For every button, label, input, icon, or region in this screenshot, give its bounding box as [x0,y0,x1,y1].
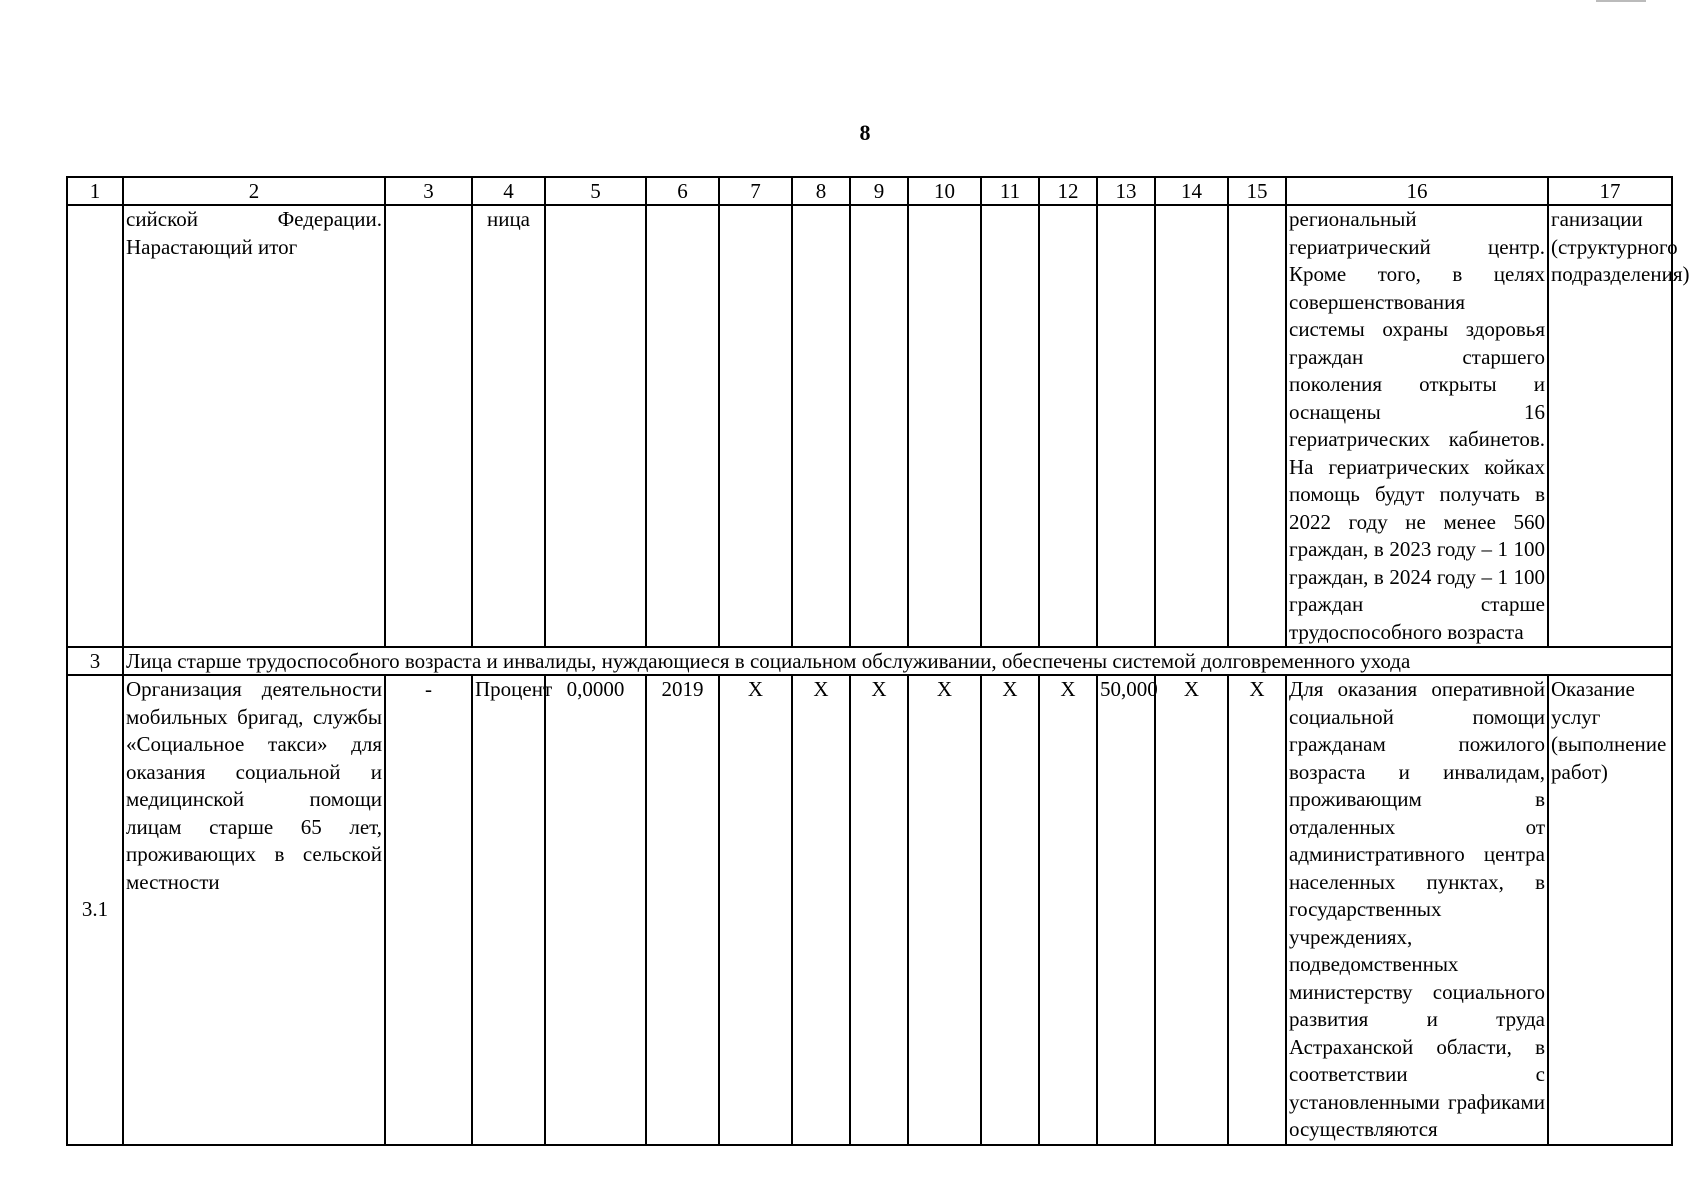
cell-c6: 2019 [646,675,719,1145]
table-row-continued [67,205,1672,647]
column-number-row [67,177,1672,205]
col-header-9: 9 [850,177,908,205]
cell-c5 [545,205,646,647]
col-header-13: 13 [1097,177,1155,205]
cell-c2: Организация деятельности мобильных бригад, службы «Социальное такси» для оказания социальной и медицинской помощи лицам старше 65 лет, проживающих в сельской местности [123,675,385,1145]
cell-c9 [850,205,908,647]
col-header-11: 11 [981,177,1039,205]
cell-c5: 0,0000 [545,675,646,1145]
col-header-14: 14 [1155,177,1228,205]
col-header-7: 7 [719,177,792,205]
col-header-16: 16 [1286,177,1548,205]
cell-c1 [67,205,123,647]
col-header-15: 15 [1228,177,1286,205]
table-row-3-1 [67,675,1672,1145]
cell-c4: ница [472,205,545,647]
cell-c10 [908,205,981,647]
cell-c3: - [385,675,472,1145]
cell-c7 [719,205,792,647]
col-header-10: 10 [908,177,981,205]
col-header-1: 1 [67,177,123,205]
cell-c12 [1039,205,1097,647]
cell-c4: Процент [472,675,545,1145]
cell-c15 [1228,205,1286,647]
col-header-5: 5 [545,177,646,205]
cell-c6 [646,205,719,647]
cell-c10: X [908,675,981,1145]
data-table [66,176,1690,1146]
cell-c16: региональный гериатрический центр. Кроме того, в целях совершенствования системы охраны здоровья граждан старшего поколения открыты и оснащены 16 гериатрических кабинетов. На гериатрических койках помощь будут получать в 2022 году не менее 560 граждан, в 2023 году – 1 100 граждан, в 2024 году – 1 100 граждан старше трудоспособного возраста [1286,205,1548,647]
cell-c8: X [792,675,850,1145]
cell-c11 [981,205,1039,647]
cell-c9: X [850,675,908,1145]
section-title: Лица старше трудоспособного возраста и инвалиды, нуждающиеся в социальном обслуживании, обеспечены системой долговременного ухода [123,647,1672,675]
cell-c13: 50,000 [1097,675,1155,1145]
cell-c12: X [1039,675,1097,1145]
page-number: 8 [859,120,871,145]
row-number: 3.1 [67,675,123,1145]
col-header-17: 17 [1548,177,1672,205]
cell-c7: X [719,675,792,1145]
scan-mark [1596,0,1646,2]
cell-c14 [1155,205,1228,647]
col-header-4: 4 [472,177,545,205]
cell-c14: X [1155,675,1228,1145]
cell-c17: ганизации (структурного подразделения) [1548,205,1672,647]
col-header-3: 3 [385,177,472,205]
cell-c2: сийской Федерации. Нарастающий итог [123,205,385,647]
cell-c8 [792,205,850,647]
col-header-6: 6 [646,177,719,205]
cell-c13 [1097,205,1155,647]
cell-c15: X [1228,675,1286,1145]
section-number: 3 [67,647,123,675]
col-header-2: 2 [123,177,385,205]
col-header-8: 8 [792,177,850,205]
cell-c3 [385,205,472,647]
cell-c17: Оказание услуг (выполнение работ) [1548,675,1672,1145]
col-header-12: 12 [1039,177,1097,205]
cell-c11: X [981,675,1039,1145]
section-row [67,647,1672,675]
cell-c16: Для оказания оперативной социальной помощи гражданам пожилого возраста и инвалидам, проживающим в отдаленных от административного центра населенных пунктах, в государственных учреждениях, подведомственных министерству социального развития и труда Астраханской области, в соответствии с установленными графиками осуществляются [1286,675,1548,1145]
